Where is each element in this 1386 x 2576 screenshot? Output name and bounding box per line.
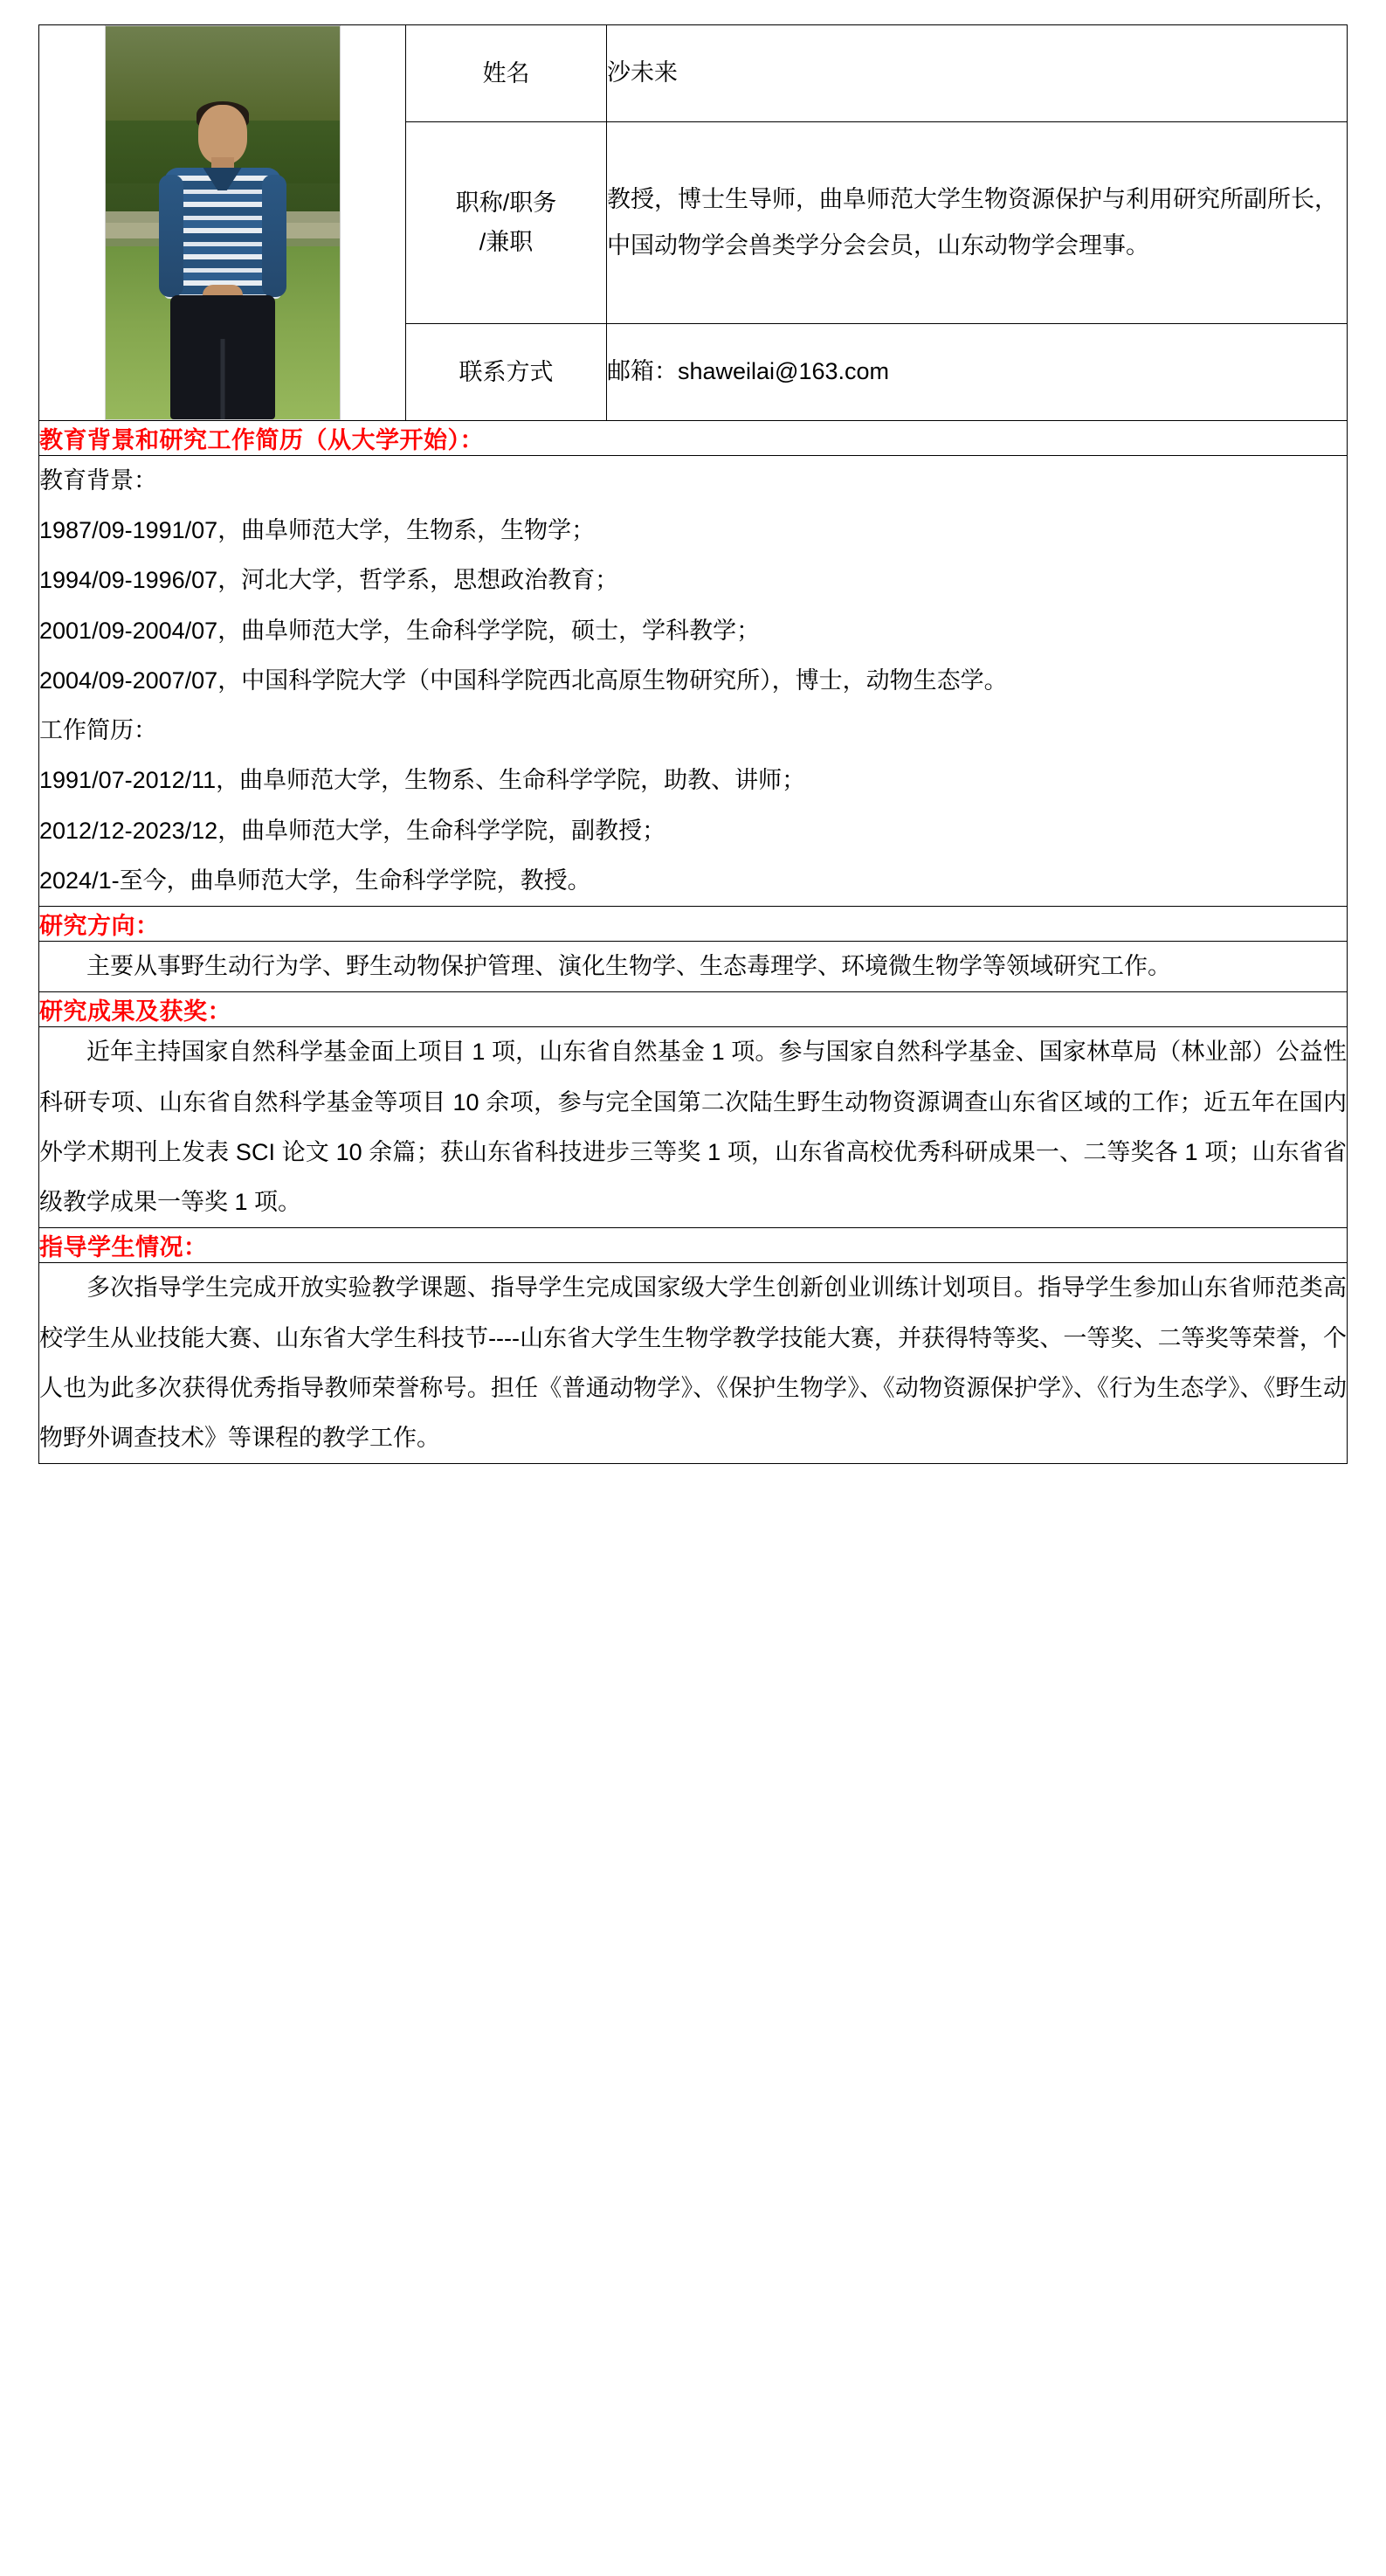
section-heading-cell-student-guidance xyxy=(39,1228,1348,1263)
student-guidance-paragraph: 多次指导学生完成开放实验教学课题、指导学生完成国家级大学生创新创业训练计划项目。指导学生参加山东省师范类高校学生从业技能大赛、山东省大学生科技节----山东省大学生生物学教学技能大赛，并获得特等奖、一等奖、二等奖等荣誉，个人也为此多次获得优秀指导教师荣誉称号。担任《普通动物学》、《保护生物学》、《动物资源保护学》、《行为生态学》、《野生动物野外调查技术》等课程的教学工作。 xyxy=(39,1274,1347,1451)
profile-table xyxy=(38,24,1348,1464)
photo-person-figure xyxy=(157,105,288,419)
section-body-achievements xyxy=(39,1027,1348,1228)
section-body-row-student-guidance xyxy=(39,1263,1348,1464)
portrait-photo xyxy=(105,25,341,420)
photo-person-leg-gap xyxy=(220,339,224,419)
section-heading-education: 教育背景和研究工作简历（从大学开始）： xyxy=(39,427,484,453)
education-line-2: 1994/09-1996/07，河北大学，哲学系，思想政治教育； xyxy=(39,567,619,594)
education-line-4: 2004/09-2007/07，中国科学院大学（中国科学院西北高原生物研究所），博士，动物生态学。 xyxy=(39,666,1008,694)
section-heading-student-guidance: 指导学生情况： xyxy=(39,1234,208,1261)
section-heading-row-achievements xyxy=(39,992,1348,1027)
portrait-photo-cell xyxy=(39,25,406,421)
section-body-research-direction xyxy=(39,942,1348,992)
table-row-name xyxy=(39,25,1348,122)
education-line-7: 2012/12-2023/12，曲阜师范大学，生命科学学院，副教授； xyxy=(39,817,666,844)
value-title: 教授，博士生导师，曲阜师范大学生物资源保护与利用研究所副所长，中国动物学会兽类学分会会员，山东动物学会理事。 xyxy=(607,121,1348,323)
section-heading-row-student-guidance xyxy=(39,1228,1348,1263)
photo-person-left-arm xyxy=(159,175,183,297)
section-body-row-research-direction xyxy=(39,942,1348,992)
education-line-8: 2024/1-至今，曲阜师范大学，生命科学学院，教授。 xyxy=(39,867,591,894)
education-line-0: 教育背景： xyxy=(39,467,157,494)
section-body-row-achievements xyxy=(39,1027,1348,1228)
photo-person-right-arm xyxy=(262,175,286,297)
label-title-line1: 职称/职务 xyxy=(455,190,557,217)
section-heading-research-direction: 研究方向： xyxy=(39,913,160,940)
section-body-row-education xyxy=(39,456,1348,907)
section-body-education xyxy=(39,456,1348,907)
section-heading-row-education xyxy=(39,421,1348,456)
section-heading-cell-research-direction xyxy=(39,907,1348,942)
research-direction-paragraph: 主要从事野生动行为学、野生动物保护管理、演化生物学、生态毒理学、环境微生物学等领域研究工作。 xyxy=(86,953,1171,980)
label-name: 姓名 xyxy=(406,25,607,122)
education-line-1: 1987/09-1991/07，曲阜师范大学，生物系，生物学； xyxy=(39,517,596,544)
value-name: 沙未来 xyxy=(607,25,1348,122)
label-title-line2: /兼职 xyxy=(479,228,534,255)
education-line-5: 工作简历： xyxy=(39,717,157,744)
value-contact: 邮箱：shaweilai@163.com xyxy=(607,324,1348,421)
education-line-3: 2001/09-2004/07，曲阜师范大学，生命科学学院，硕士，学科教学； xyxy=(39,617,761,644)
label-contact: 联系方式 xyxy=(406,324,607,421)
photo-person-head xyxy=(198,105,247,164)
section-heading-cell-achievements xyxy=(39,992,1348,1027)
section-heading-cell-education xyxy=(39,421,1348,456)
section-heading-achievements: 研究成果及获奖： xyxy=(39,998,231,1026)
education-line-6: 1991/07-2012/11，曲阜师范大学，生物系、生命科学学院，助教、讲师； xyxy=(39,767,806,794)
label-title xyxy=(406,121,607,323)
section-heading-row-research-direction xyxy=(39,907,1348,942)
achievements-paragraph: 近年主持国家自然科学基金面上项目 1 项，山东省自然基金 1 项。参与国家自然科学基金、国家林草局（林业部）公益性科研专项、山东省自然科学基金等项目 10 余项，参与完全国第二次陆生野生动物资源调查山东省区域的工作；近五年在国内外学术期刊上发表 SCI 论文 10 余篇；获山东省科技进步三等奖 1 项，山东省高校优秀科研成果一、二等奖各 1 项；山东省省级教学成果一等奖 1 项。 xyxy=(39,1039,1347,1216)
section-body-student-guidance xyxy=(39,1263,1348,1464)
